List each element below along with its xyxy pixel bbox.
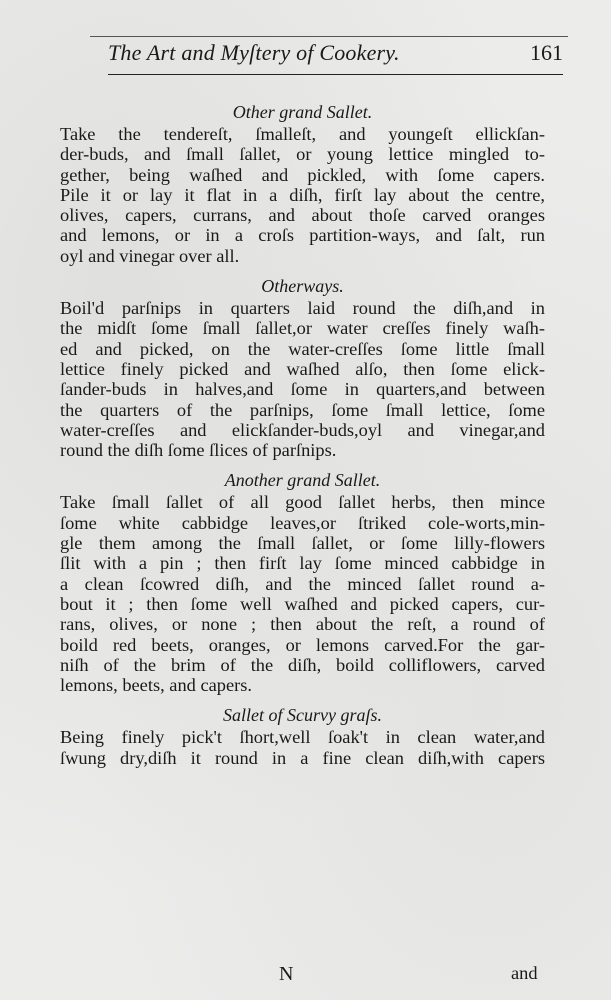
text-line: boild red beets, oranges, or lemons carved.For the gar- (60, 634, 545, 655)
text-line: ſander-buds in halves,and ſome in quarters,and between (60, 379, 545, 400)
text-line: bout it ; then ſome well waſhed and picked capers, cur- (60, 593, 545, 614)
running-title: The Art and Myſtery of Cookery. (108, 40, 400, 65)
page-body (60, 100, 545, 776)
section-paragraph (60, 124, 545, 266)
text-line: olives, capers, currans, and about thoſe carved oranges (60, 205, 545, 226)
header-rule (108, 74, 563, 75)
section-heading: Otherways. (261, 276, 344, 297)
text-line: Take the tendereſt, ſmalleſt, and youngeſt ellickſan- (60, 124, 545, 144)
text-line: niſh of the brim of the diſh, boild colliflowers, carved (60, 654, 545, 675)
text-line: gle them among the ſmall ſallet, or ſome lilly-flowers (60, 533, 545, 554)
text-line: ed and picked, on the water-creſſes ſome little ſmall (60, 338, 545, 359)
text-line: gether, being waſhed and pickled, with ſome capers. (60, 164, 545, 185)
text-line: lemons, beets, and capers. (60, 675, 253, 696)
text-line: the midſt ſome ſmall ſallet,or water creſſes finely waſh- (60, 318, 545, 339)
page-number: 161 (530, 40, 563, 65)
section-heading: Other grand Sallet. (232, 102, 373, 122)
text-line: Boil'd parſnips in quarters laid round the diſh,and in (60, 298, 545, 319)
section-paragraph (60, 298, 545, 460)
section-heading: Another grand Sallet. (224, 470, 381, 491)
catchword: and (511, 963, 538, 983)
running-header (108, 38, 563, 72)
text-line: oyl and vinegar over all. (60, 245, 240, 266)
text-line: Being finely pick't ſhort,well ſoak't in clean water,and (60, 727, 545, 748)
text-line: der-buds, and ſmall ſallet, or young lettice mingled to- (60, 144, 545, 165)
section-paragraph (60, 727, 545, 768)
section-heading: Sallet of Scurvy graſs. (223, 705, 382, 726)
section-paragraph (60, 492, 545, 695)
text-line: ſwung dry,diſh it round in a fine clean diſh,with capers (60, 747, 545, 768)
text-line: ſome white cabbidge leaves,or ſtriked cole-worts,min- (60, 512, 545, 533)
text-line: lettice finely picked and waſhed alſo, then ſome elick- (60, 358, 545, 379)
text-line: a clean ſcowred diſh, and the minced ſallet round a- (60, 573, 545, 594)
text-line: and lemons, or in a croſs partition-ways, and ſalt, run (60, 225, 545, 246)
text-line: Pile it or lay it flat in a diſh, firſt lay about the centre, (60, 184, 545, 205)
text-line: water-creſſes and elickſander-buds,oyl and vinegar,and (60, 419, 545, 440)
text-line: rans, olives, or none ; then about the reſt, a round of (60, 614, 545, 635)
text-line: the quarters of the parſnips, ſome ſmall lettice, ſome (60, 399, 545, 420)
signature-mark: N (279, 963, 294, 985)
top-border-line (90, 36, 568, 37)
text-line: ſlit with a pin ; then firſt lay ſome minced cabbidge in (60, 553, 545, 574)
text-line: Take ſmall ſallet of all good ſallet herbs, then mince (60, 492, 545, 513)
text-line: round the diſh ſome ſlices of parſnips. (60, 440, 337, 461)
